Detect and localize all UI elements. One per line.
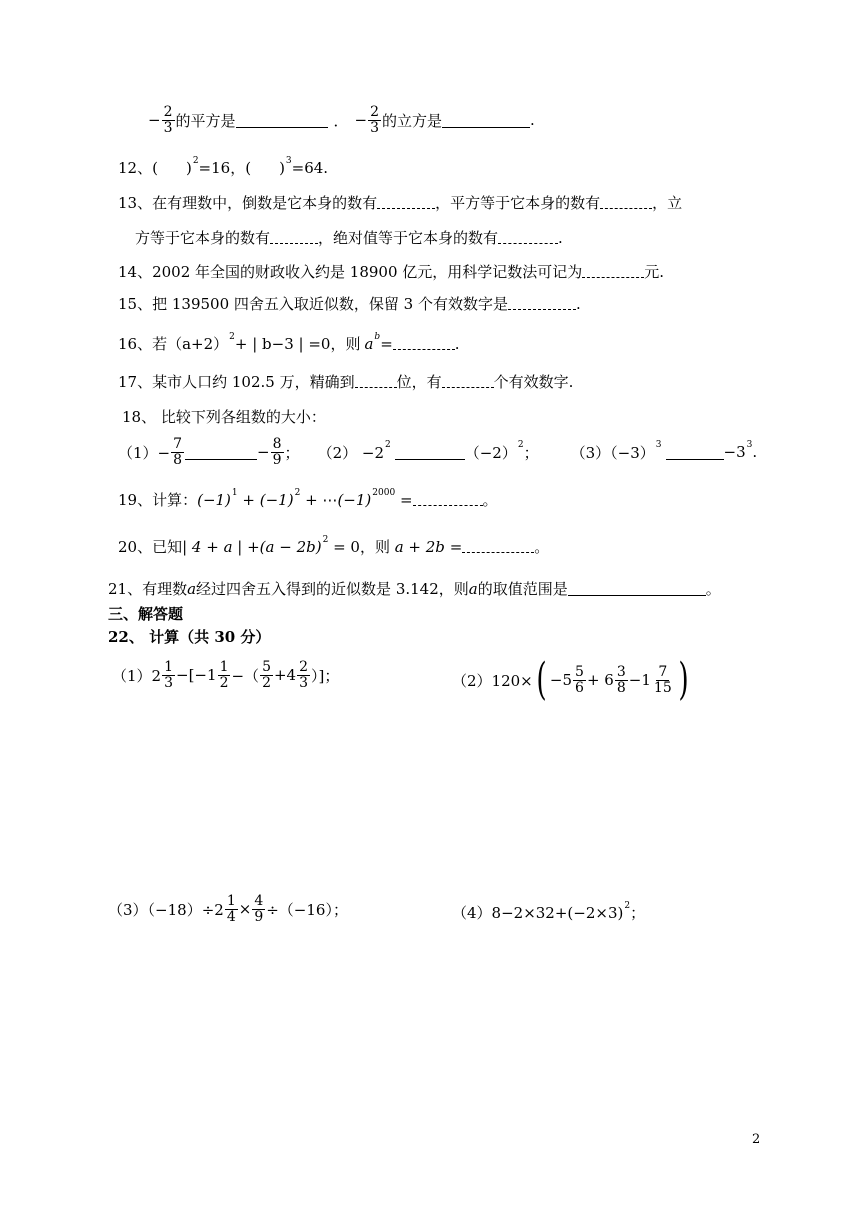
question-text: 的平方是 xyxy=(175,111,236,130)
minus-sign: − xyxy=(148,111,161,130)
answer-blank xyxy=(413,493,483,506)
separator: ． xyxy=(333,111,349,130)
fraction: $\frac{2}{3}$ xyxy=(370,104,380,136)
answer-blank xyxy=(462,540,534,553)
answer-blank xyxy=(498,231,558,244)
question-22-part-3: （3）（−18）÷2 $\frac{1}{4}$ × $\frac{4}{9}$ ÷（−16）； xyxy=(108,893,348,925)
answer-blank xyxy=(600,196,652,209)
question-13-line-2: 方等于它本身的数有 ，绝对值等于它本身的数有 . xyxy=(135,228,563,247)
fraction: $\frac{2}{3}$ xyxy=(163,104,173,136)
question-14: 14、2002 年全国的财政收入约是 18900 亿元，用科学记数法可记为 元. xyxy=(118,263,665,281)
question-16: 16、若（a+2） 2 + | b−3 | =0，则 a b = . xyxy=(118,331,460,353)
question-12: 12、( ) 2 =16，( ) 3 =64. xyxy=(118,155,329,177)
answer-blank xyxy=(582,265,644,278)
answer-blank xyxy=(568,581,706,596)
answer-blank xyxy=(442,113,530,128)
answer-blank xyxy=(236,113,328,128)
question-22-part-4: （4）8−2×32+(−2×3) 2 ； xyxy=(452,900,646,922)
answer-blank xyxy=(508,297,576,310)
question-19: 19、计算： (−1) 1 + (−1) 2 + ⋯ (−1) 2000 = 。 xyxy=(118,487,498,509)
question-21: 21、有理数 a 经过四舍五入得到的近似数是 3.142，则 a 的取值范围是 。 xyxy=(108,579,721,598)
answer-blank xyxy=(395,445,465,460)
minus-sign: − xyxy=(354,111,368,130)
question-17: 17、某市人口约 102.5 万，精确到 位，有 个有效数字. xyxy=(118,373,574,391)
question-15: 15、把 139500 四舍五入取近似数，保留 3 个有效数字是 . xyxy=(118,294,581,313)
answer-blank xyxy=(442,375,494,388)
answer-blank xyxy=(185,445,257,460)
answer-blank xyxy=(270,231,318,244)
page-number: 2 xyxy=(752,1132,761,1147)
answer-blank xyxy=(377,196,435,209)
question-13-line-1: 13、在有理数中，倒数是它本身的数有 ，平方等于它本身的数有 ，立 xyxy=(118,194,683,212)
question-22-part-1: （1）2 $\frac{1}{3}$ −[−1 $\frac{1}{2}$ −（ $\frac{5}{2}$ +4 $\frac{2}{3}$ ）]； xyxy=(112,659,340,691)
answer-blank xyxy=(355,375,397,388)
answer-blank xyxy=(666,445,724,460)
question-18-title: 18、 比较下列各组数的大小： xyxy=(122,408,326,426)
question-20: 20、已知 | 4 + a | +(a − 2b) 2 = 0，则 a + 2b = 。 xyxy=(118,534,550,556)
answer-blank xyxy=(393,337,455,350)
question-11-line xyxy=(148,105,535,135)
question-text: 的立方是 xyxy=(382,111,443,130)
period: . xyxy=(530,111,535,130)
section-heading: 三、解答题 xyxy=(108,605,184,623)
question-18-parts: （1）− $\frac{7}{8}$ − $\frac{8}{9}$ ； （2） −2 2 （−2） 2 ； （3）（−3） 3 −3 3 . xyxy=(118,436,758,468)
question-22-part-2: （2）120× ( −5 $\frac{5}{6}$ + 6 $\frac{3}{8}$ −1 $\frac{7}{15}$ ) xyxy=(452,654,689,705)
question-22-title: 22、 计算（共 30 分） xyxy=(108,628,271,646)
